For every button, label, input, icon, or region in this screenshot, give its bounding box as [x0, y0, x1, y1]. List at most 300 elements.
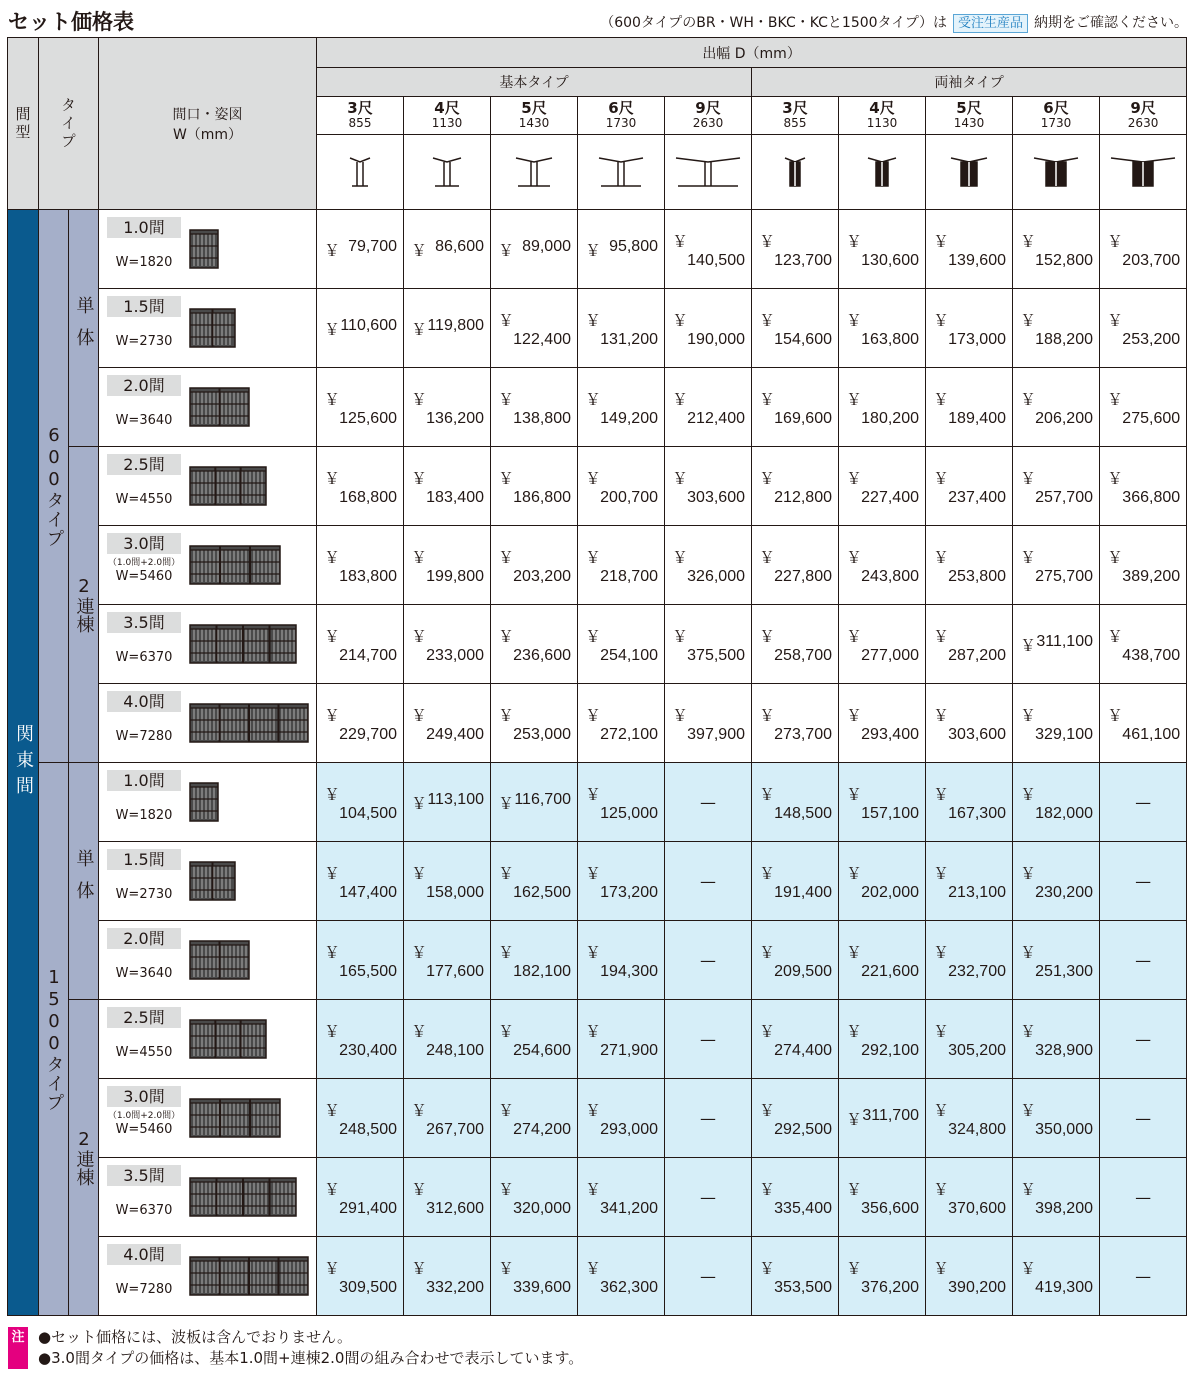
header-col-size — [839, 97, 926, 135]
price-value: 218,700 — [600, 567, 658, 585]
combo-label: （1.0間+2.0間） — [107, 1111, 181, 1121]
price-cell — [491, 526, 578, 605]
yen-sign: ￥ — [498, 707, 515, 725]
price-value: 249,400 — [426, 725, 484, 743]
price-cell — [404, 368, 491, 447]
yen-sign: ￥ — [324, 865, 341, 883]
price-cell — [1013, 447, 1100, 526]
price-value: 186,800 — [513, 488, 571, 506]
price-value: 243,800 — [861, 567, 919, 585]
price-cell — [665, 289, 752, 368]
price-cell — [578, 1000, 665, 1079]
table-row — [8, 842, 1187, 921]
made-to-order-badge: 受注生産品 — [953, 14, 1028, 33]
price-value: 438,700 — [1122, 646, 1181, 664]
col-mm: 1430 — [518, 115, 550, 130]
col-shaku: 9尺 — [695, 98, 721, 117]
garage-elevation-icon — [189, 860, 236, 902]
type-label: 1500タイプ — [39, 763, 69, 1316]
yen-sign: ￥ — [498, 1181, 515, 1199]
garage-elevation-icon — [189, 1097, 281, 1139]
price-cell — [404, 921, 491, 1000]
ken-label: 2.0間 — [107, 928, 181, 949]
yen-sign: ￥ — [759, 233, 776, 251]
yen-sign: ￥ — [933, 391, 950, 409]
yen-sign: ￥ — [585, 549, 602, 567]
width-label: W=6370 — [115, 1203, 173, 1218]
price-unavailable: — — [1100, 842, 1187, 921]
yen-sign: ￥ — [759, 865, 776, 883]
header-demaba: 出幅 D（mm） — [317, 38, 1187, 68]
price-value: 350,000 — [1035, 1120, 1093, 1138]
price-unavailable: — — [665, 1158, 752, 1237]
yen-sign: ￥ — [411, 795, 428, 813]
price-value: 293,000 — [600, 1120, 658, 1138]
price-value: 125,600 — [339, 409, 397, 427]
yen-sign: ￥ — [933, 1181, 950, 1199]
price-cell — [1100, 210, 1187, 289]
price-value: 271,900 — [600, 1041, 658, 1059]
basic-profile-icon — [320, 150, 400, 190]
col-mm: 1730 — [605, 115, 637, 130]
yen-sign: ￥ — [1020, 549, 1037, 567]
price-cell — [578, 526, 665, 605]
price-value: 230,200 — [1035, 883, 1093, 901]
width-diagram-cell — [99, 921, 317, 1000]
yen-sign: ￥ — [585, 786, 602, 804]
price-unavailable: — — [1100, 921, 1187, 1000]
price-cell — [578, 1079, 665, 1158]
garage-elevation-icon — [189, 781, 219, 823]
ken-label: 1.5間 — [107, 849, 181, 870]
width-diagram-cell — [99, 684, 317, 763]
yen-sign: ￥ — [846, 470, 863, 488]
header-col-size — [665, 97, 752, 135]
price-cell — [317, 684, 404, 763]
price-cell — [491, 763, 578, 842]
yen-sign: ￥ — [1020, 1181, 1037, 1199]
table-row — [8, 526, 1187, 605]
price-value: 293,400 — [861, 725, 919, 743]
yen-sign: ￥ — [759, 312, 776, 330]
price-value: 272,100 — [600, 725, 658, 743]
yen-sign: ￥ — [1020, 707, 1037, 725]
price-cell — [317, 1000, 404, 1079]
price-unavailable: — — [1100, 1237, 1187, 1316]
price-value: 419,300 — [1035, 1278, 1093, 1296]
price-cell — [1100, 289, 1187, 368]
yen-sign: ￥ — [411, 707, 428, 725]
yen-sign: ￥ — [1020, 391, 1037, 409]
price-cell — [752, 210, 839, 289]
price-cell — [665, 526, 752, 605]
col-shaku: 4尺 — [869, 98, 895, 117]
yen-sign: ￥ — [846, 865, 863, 883]
price-cell — [317, 1237, 404, 1316]
price-value: 203,200 — [513, 567, 571, 585]
yen-sign: ￥ — [1107, 391, 1124, 409]
price-value: 200,700 — [600, 488, 658, 506]
width-label: W=1820 — [115, 808, 173, 823]
price-cell — [1013, 1237, 1100, 1316]
yen-sign: ￥ — [1020, 233, 1037, 251]
footer-note-2: ●3.0間タイプの価格は、基本1.0間+連棟2.0間の組み合わせで表示しています。 — [38, 1349, 584, 1367]
ken-label: 3.0間 — [107, 1086, 181, 1107]
width-label: W=3640 — [115, 966, 173, 981]
header-col-diagram — [839, 135, 926, 210]
price-cell — [1013, 1000, 1100, 1079]
price-value: 227,400 — [861, 488, 919, 506]
price-cell — [1013, 368, 1100, 447]
price-cell — [404, 763, 491, 842]
yen-sign: ￥ — [324, 944, 341, 962]
price-value: 311,700 — [862, 1106, 919, 1124]
price-value: 194,300 — [600, 962, 658, 980]
garage-elevation-icon — [189, 307, 236, 349]
yen-sign: ￥ — [498, 628, 515, 646]
gate-frame — [190, 467, 266, 505]
price-value: 138,800 — [513, 409, 571, 427]
price-value: 158,000 — [426, 883, 484, 901]
header-col-size — [491, 97, 578, 135]
price-value: 131,200 — [600, 330, 658, 348]
yen-sign: ￥ — [411, 1023, 428, 1041]
price-value: 214,700 — [339, 646, 397, 664]
price-value: 157,100 — [861, 804, 919, 822]
price-value: 183,400 — [426, 488, 484, 506]
price-unavailable: — — [1100, 1000, 1187, 1079]
yen-sign: ￥ — [1020, 637, 1037, 655]
price-cell — [839, 1237, 926, 1316]
yen-sign: ￥ — [759, 944, 776, 962]
price-value: 461,100 — [1122, 725, 1181, 743]
price-value: 253,800 — [948, 567, 1006, 585]
price-cell — [317, 368, 404, 447]
yen-sign: ￥ — [759, 391, 776, 409]
price-value: 165,500 — [339, 962, 397, 980]
double-wing-profile-icon — [755, 150, 835, 190]
price-value: 248,100 — [426, 1041, 484, 1059]
ken-label: 3.5間 — [107, 612, 181, 633]
price-value: 173,200 — [600, 883, 658, 901]
price-value: 375,500 — [687, 646, 745, 664]
price-cell — [839, 684, 926, 763]
width-diagram-cell — [99, 1000, 317, 1079]
price-cell — [578, 210, 665, 289]
col-shaku: 3尺 — [782, 98, 808, 117]
price-value: 232,700 — [948, 962, 1006, 980]
price-cell — [317, 842, 404, 921]
yen-sign: ￥ — [411, 470, 428, 488]
type-label: 600タイプ — [39, 210, 69, 763]
yen-sign: ￥ — [498, 1023, 515, 1041]
basic-profile-icon — [581, 150, 661, 190]
price-value: 312,600 — [426, 1199, 484, 1217]
yen-sign: ￥ — [585, 312, 602, 330]
header-col-size — [578, 97, 665, 135]
garage-elevation-icon — [189, 623, 297, 665]
price-value: 116,700 — [514, 790, 571, 808]
yen-sign: ￥ — [1020, 312, 1037, 330]
width-label: W=5460 — [115, 1122, 173, 1137]
width-label: W=6370 — [115, 650, 173, 665]
price-cell — [578, 447, 665, 526]
header-col-size — [404, 97, 491, 135]
yen-sign: ￥ — [324, 549, 341, 567]
price-value: 237,400 — [948, 488, 1006, 506]
header-kihon: 基本タイプ — [317, 68, 752, 97]
order-note-post: 納期をご確認ください。 — [1034, 15, 1188, 31]
yen-sign: ￥ — [846, 786, 863, 804]
price-cell — [317, 921, 404, 1000]
header-maguchi — [99, 38, 317, 210]
price-value: 199,800 — [426, 567, 484, 585]
yen-sign: ￥ — [1107, 628, 1124, 646]
yen-sign: ￥ — [324, 242, 341, 260]
price-value: 86,600 — [435, 237, 484, 255]
region-label: 関東間 — [8, 210, 39, 1316]
price-cell — [1013, 605, 1100, 684]
price-cell — [839, 447, 926, 526]
price-cell — [578, 921, 665, 1000]
price-value: 309,500 — [339, 1278, 397, 1296]
price-value: 123,700 — [774, 251, 832, 269]
price-value: 139,600 — [948, 251, 1006, 269]
price-cell — [317, 526, 404, 605]
price-value: 275,600 — [1122, 409, 1181, 427]
price-value: 152,800 — [1035, 251, 1093, 269]
yen-sign: ￥ — [933, 233, 950, 251]
price-cell — [926, 1079, 1013, 1158]
price-value: 248,500 — [339, 1120, 397, 1138]
yen-sign: ￥ — [411, 1260, 428, 1278]
double-wing-profile-icon — [929, 150, 1009, 190]
price-value: 390,200 — [948, 1278, 1006, 1296]
price-value: 257,700 — [1035, 488, 1093, 506]
price-value: 236,600 — [513, 646, 571, 664]
price-cell — [491, 210, 578, 289]
yen-sign: ￥ — [1107, 549, 1124, 567]
price-value: 183,800 — [339, 567, 397, 585]
header-col-diagram — [926, 135, 1013, 210]
yen-sign: ￥ — [672, 470, 689, 488]
yen-sign: ￥ — [411, 1181, 428, 1199]
yen-sign: ￥ — [498, 944, 515, 962]
yen-sign: ￥ — [933, 786, 950, 804]
price-value: 267,700 — [426, 1120, 484, 1138]
price-unavailable: — — [665, 1237, 752, 1316]
header-maguchi-label: 間口・姿図 — [172, 106, 243, 123]
price-value: 332,200 — [426, 1278, 484, 1296]
price-value: 253,200 — [1122, 330, 1181, 348]
gate-frame — [190, 1099, 280, 1137]
price-cell — [665, 368, 752, 447]
price-cell — [839, 605, 926, 684]
yen-sign: ￥ — [759, 786, 776, 804]
price-value: 291,400 — [339, 1199, 397, 1217]
price-cell — [491, 921, 578, 1000]
width-label: W=2730 — [115, 334, 173, 349]
price-value: 251,300 — [1035, 962, 1093, 980]
yen-sign: ￥ — [933, 549, 950, 567]
price-cell — [752, 1158, 839, 1237]
price-cell — [491, 1000, 578, 1079]
ken-label: 1.0間 — [107, 217, 181, 238]
width-diagram-cell — [99, 1237, 317, 1316]
price-cell — [839, 289, 926, 368]
price-cell — [317, 210, 404, 289]
price-cell — [926, 842, 1013, 921]
price-cell — [839, 763, 926, 842]
yen-sign: ￥ — [411, 1102, 428, 1120]
price-table — [7, 37, 1187, 1316]
price-cell — [404, 526, 491, 605]
yen-sign: ￥ — [933, 470, 950, 488]
price-cell — [926, 1237, 1013, 1316]
ken-label: 2.0間 — [107, 375, 181, 396]
price-value: 389,200 — [1122, 567, 1181, 585]
yen-sign: ￥ — [846, 944, 863, 962]
price-value: 227,800 — [774, 567, 832, 585]
price-value: 230,400 — [339, 1041, 397, 1059]
price-value: 305,200 — [948, 1041, 1006, 1059]
price-value: 329,100 — [1035, 725, 1093, 743]
price-cell — [839, 210, 926, 289]
price-cell — [491, 1158, 578, 1237]
price-cell — [1100, 605, 1187, 684]
table-row — [8, 1237, 1187, 1316]
yen-sign: ￥ — [411, 944, 428, 962]
yen-sign: ￥ — [846, 549, 863, 567]
price-cell — [926, 1000, 1013, 1079]
price-value: 182,000 — [1035, 804, 1093, 822]
yen-sign: ￥ — [672, 707, 689, 725]
roof-line — [599, 158, 643, 162]
yen-sign: ￥ — [324, 628, 341, 646]
yen-sign: ￥ — [933, 628, 950, 646]
width-diagram-cell — [99, 763, 317, 842]
yen-sign: ￥ — [324, 786, 341, 804]
yen-sign: ￥ — [672, 391, 689, 409]
garage-elevation-icon — [189, 386, 250, 428]
order-note — [600, 12, 1188, 33]
table-row — [8, 921, 1187, 1000]
price-cell — [578, 605, 665, 684]
price-value: 125,000 — [600, 804, 658, 822]
price-value: 362,300 — [600, 1278, 658, 1296]
price-cell — [839, 368, 926, 447]
price-value: 122,400 — [513, 330, 571, 348]
width-diagram-cell — [99, 605, 317, 684]
garage-elevation-icon — [189, 1176, 297, 1218]
yen-sign: ￥ — [411, 321, 428, 339]
price-value: 353,500 — [774, 1278, 832, 1296]
roof-line — [676, 158, 740, 162]
price-cell — [404, 684, 491, 763]
yen-sign: ￥ — [585, 1102, 602, 1120]
yen-sign: ￥ — [498, 1260, 515, 1278]
yen-sign: ￥ — [759, 628, 776, 646]
price-cell — [578, 684, 665, 763]
price-cell — [404, 1000, 491, 1079]
price-cell — [491, 605, 578, 684]
header-col-diagram — [404, 135, 491, 210]
yen-sign: ￥ — [1020, 470, 1037, 488]
yen-sign: ￥ — [846, 312, 863, 330]
header-col-size — [1100, 97, 1187, 135]
yen-sign: ￥ — [672, 628, 689, 646]
ken-label: 4.0間 — [107, 1244, 181, 1265]
price-cell — [752, 684, 839, 763]
price-value: 292,100 — [861, 1041, 919, 1059]
price-cell — [578, 1237, 665, 1316]
price-value: 110,600 — [340, 316, 397, 334]
yen-sign: ￥ — [585, 707, 602, 725]
price-cell — [926, 447, 1013, 526]
price-value: 229,700 — [339, 725, 397, 743]
table-row — [8, 684, 1187, 763]
basic-profile-icon — [407, 150, 487, 190]
yen-sign: ￥ — [1020, 1260, 1037, 1278]
price-cell — [1100, 368, 1187, 447]
price-unavailable: — — [665, 763, 752, 842]
yen-sign: ￥ — [411, 549, 428, 567]
footer-note-1: ●セット価格には、波板は含んでおりません。 — [38, 1328, 352, 1346]
ken-label: 1.5間 — [107, 296, 181, 317]
price-cell — [926, 289, 1013, 368]
width-label: W=1820 — [115, 255, 173, 270]
price-cell — [839, 1079, 926, 1158]
price-cell — [665, 684, 752, 763]
price-value: 213,100 — [948, 883, 1006, 901]
price-value: 113,100 — [427, 790, 484, 808]
price-cell — [404, 1237, 491, 1316]
subtype-linked-label: 2連棟 — [69, 447, 99, 763]
header-ryousode: 両袖タイプ — [752, 68, 1187, 97]
price-cell — [752, 1000, 839, 1079]
yen-sign: ￥ — [759, 707, 776, 725]
price-value: 275,700 — [1035, 567, 1093, 585]
price-cell — [926, 921, 1013, 1000]
price-value: 177,600 — [426, 962, 484, 980]
yen-sign: ￥ — [1020, 1023, 1037, 1041]
col-shaku: 3尺 — [347, 98, 373, 117]
price-cell — [1013, 763, 1100, 842]
table-row — [8, 605, 1187, 684]
yen-sign: ￥ — [585, 628, 602, 646]
price-cell — [491, 368, 578, 447]
yen-sign: ￥ — [324, 391, 341, 409]
price-cell — [491, 289, 578, 368]
price-cell — [1013, 684, 1100, 763]
price-cell — [926, 763, 1013, 842]
price-cell — [491, 842, 578, 921]
price-cell — [752, 526, 839, 605]
price-value: 370,600 — [948, 1199, 1006, 1217]
yen-sign: ￥ — [759, 1102, 776, 1120]
yen-sign: ￥ — [846, 1181, 863, 1199]
header-col-diagram — [317, 135, 404, 210]
price-value: 258,700 — [774, 646, 832, 664]
yen-sign: ￥ — [672, 312, 689, 330]
price-cell — [752, 289, 839, 368]
price-cell — [926, 368, 1013, 447]
width-diagram-cell — [99, 447, 317, 526]
garage-elevation-icon — [189, 1018, 267, 1060]
yen-sign: ￥ — [672, 549, 689, 567]
table-row — [8, 1000, 1187, 1079]
col-shaku: 4尺 — [434, 98, 460, 117]
